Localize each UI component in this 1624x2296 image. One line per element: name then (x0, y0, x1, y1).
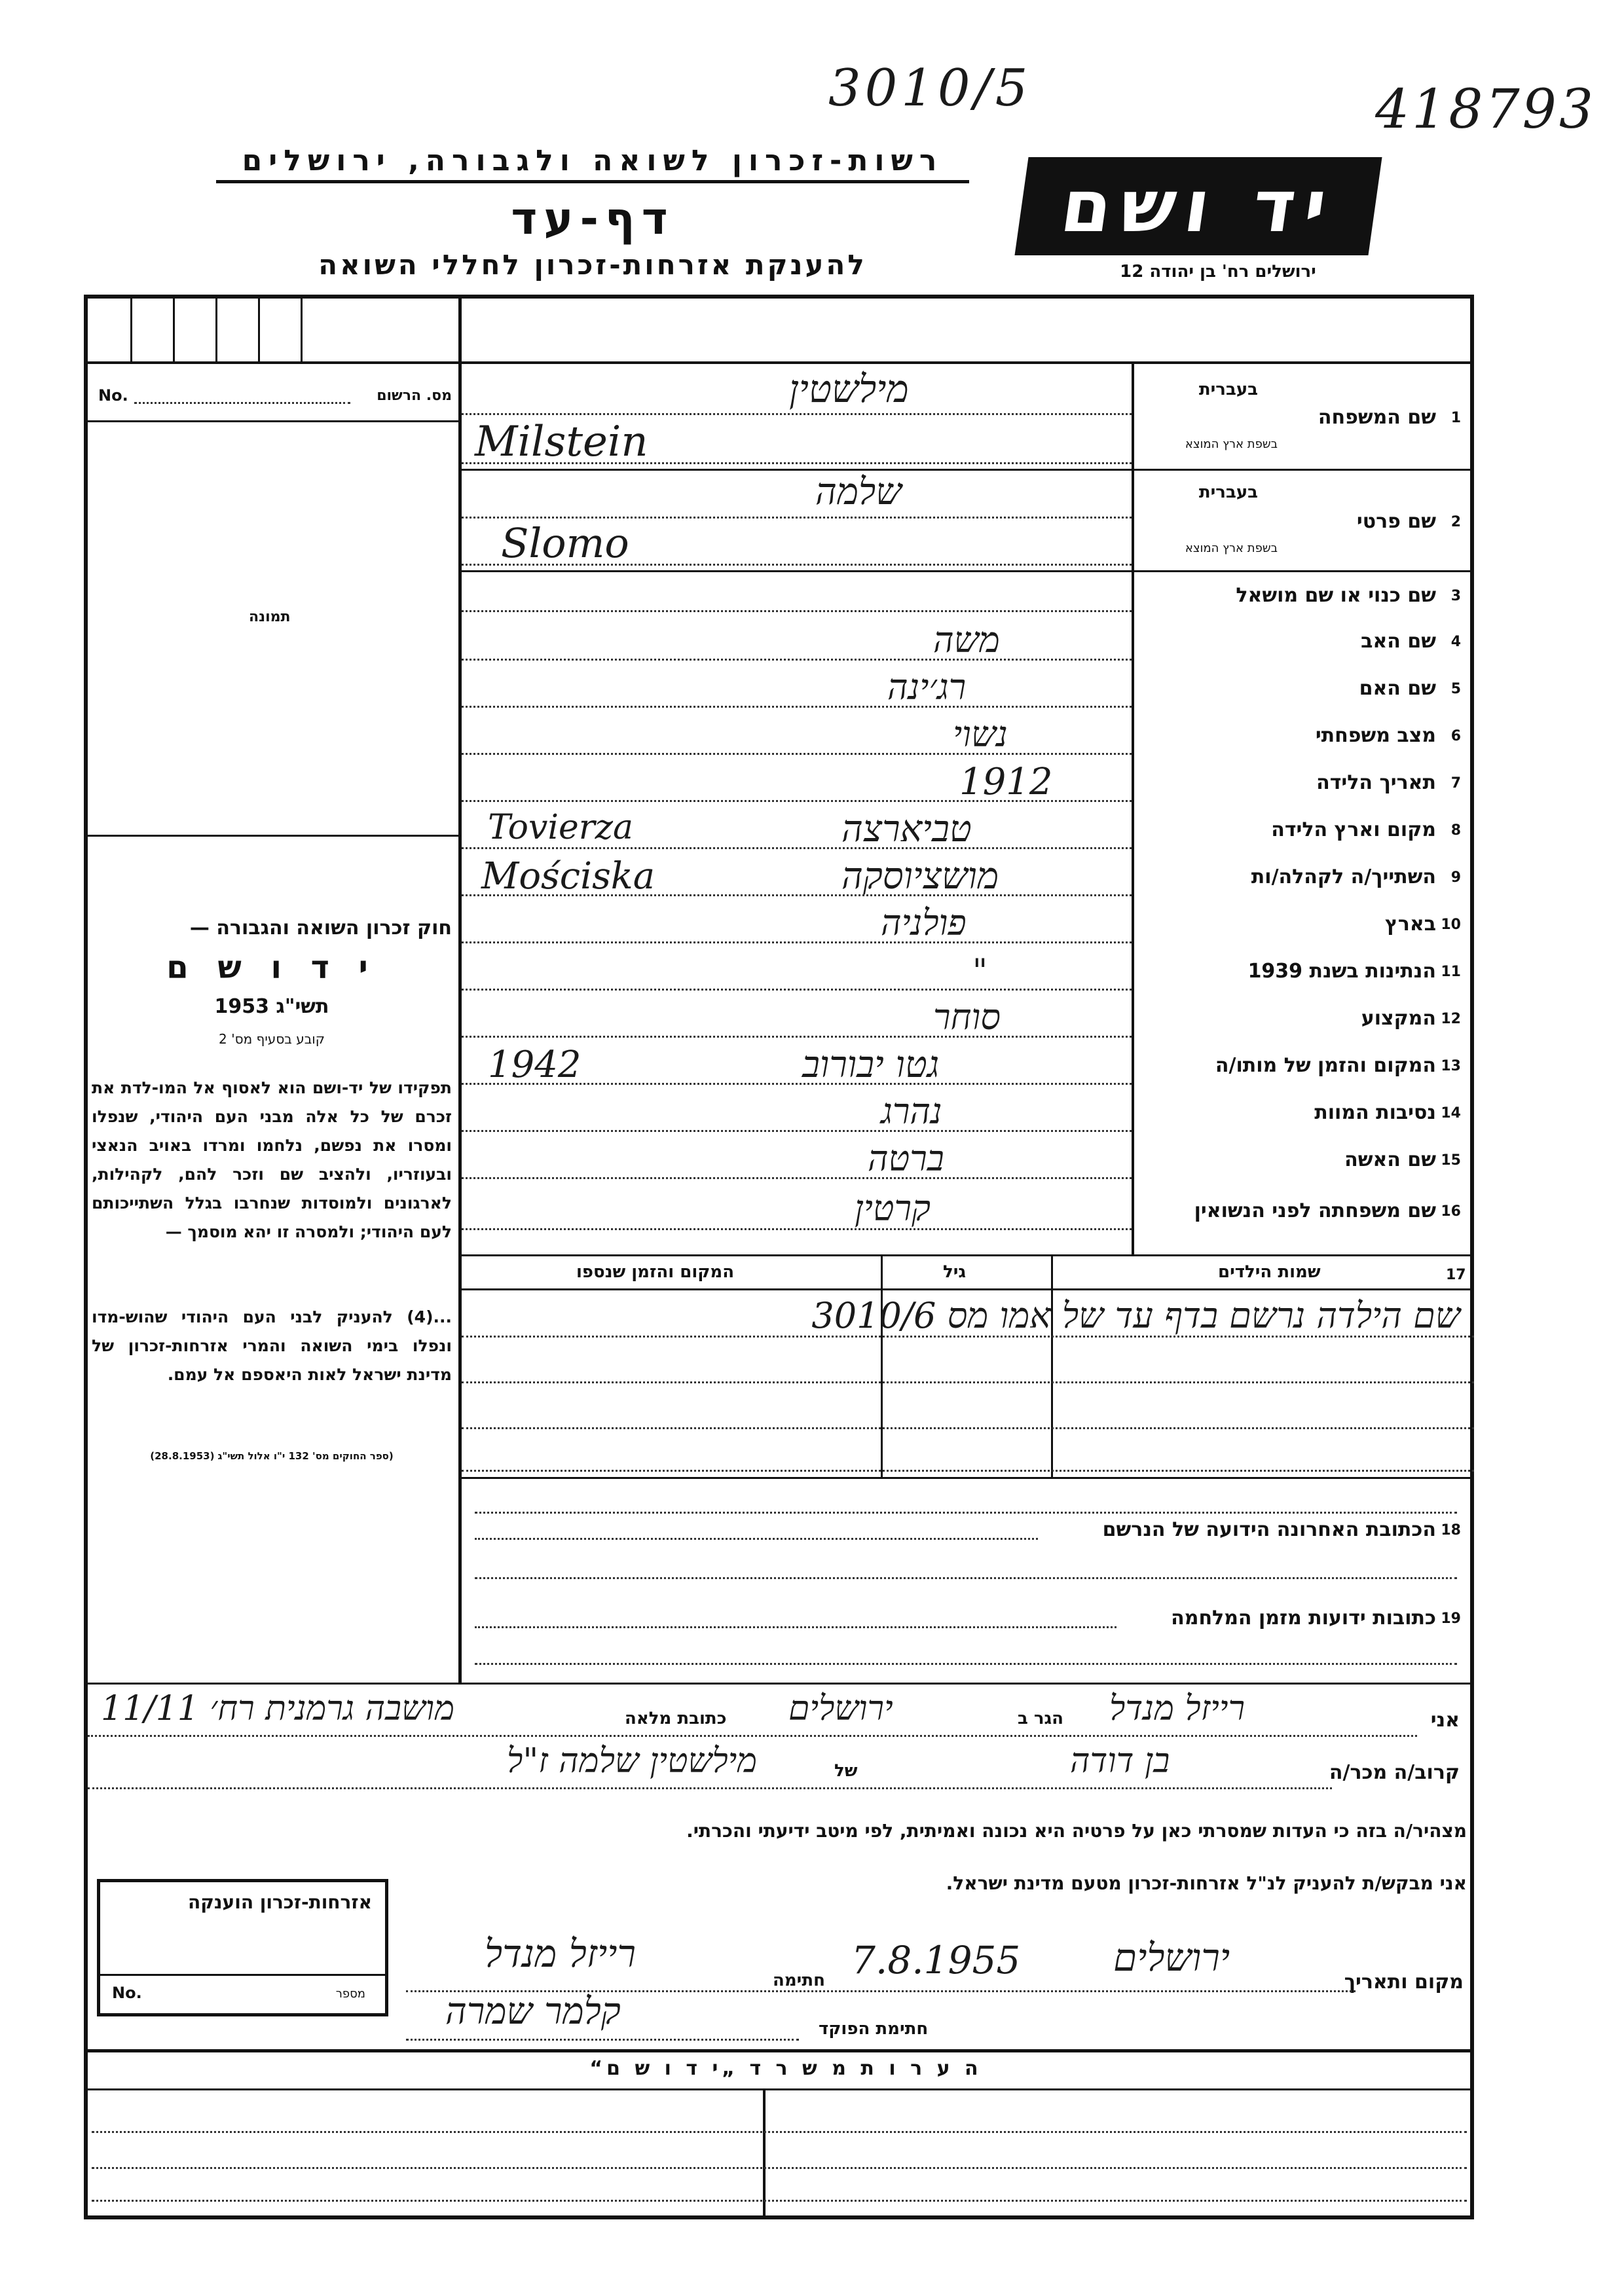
father-name: משה (933, 619, 1000, 661)
full-address-value: מושבה גרמנית רח׳ 11/11 (101, 1689, 455, 1728)
death-year: 1942 (488, 1044, 581, 1086)
field-number-1: 1 (1450, 410, 1461, 426)
sub-origin-1: בשפת ארץ המוצא (1185, 437, 1278, 451)
field-number-11: 11 (1441, 964, 1461, 980)
label-death-place: המקום והזמן של מותו/ה (1215, 1054, 1436, 1077)
law-title: חוק זכרון השואה והגבורה — (189, 917, 452, 939)
label-birthplace: מקום וארץ הלידה (1271, 818, 1436, 841)
wife-maiden-name: קרטין (855, 1188, 931, 1229)
field-row-12 (462, 996, 1474, 1044)
signature-label: חתימה (773, 1971, 825, 1990)
registry-boxes (88, 299, 458, 361)
field-row-9 (462, 855, 1474, 902)
label-birthdate: תאריך הלידה (1316, 771, 1436, 794)
firstname-hebrew: שלמה (815, 471, 902, 513)
citizenship-title: אזרחות-זכרון הוענקה (188, 1891, 372, 1913)
notes-title: ה ע ר ו ת מ ש ר ד „י ד ו ש ם“ (589, 2057, 982, 2080)
profession-value: סוחר (933, 996, 1001, 1038)
field-row-14 (462, 1091, 1474, 1138)
label-wartime-addresses: כתובות ידועות מזמן המלחמה (1171, 1607, 1436, 1630)
law-clause: ...(4) להעניק לבני העם היהודי שהוש-מדו ונפלו בימי השואה והמרי אזרחות-זכרון של מדינת ישראל לאות היאספם אל עמם. (92, 1307, 452, 1384)
field-row-10 (462, 902, 1474, 949)
of-value: מילשטין שלמה ז"ל (507, 1741, 758, 1781)
field-row-1 (462, 364, 1474, 469)
archive-file-ref: 3010/5 (828, 59, 1032, 118)
field-row-16 (462, 1185, 1474, 1254)
sub-hebrew-2: בעברית (1198, 483, 1258, 502)
citizenship-number-label: מספר (335, 1987, 365, 2001)
children-entry: שם הילדה נרשם בדף עד של אמו מס 3010/6 (811, 1295, 1460, 1336)
declarant-name: רייזל מנדל (1109, 1689, 1246, 1728)
death-place: גטו יבורוב (802, 1044, 940, 1086)
surname-latin: Milstein (475, 418, 648, 466)
of-label: של (834, 1761, 858, 1781)
field-number-4: 4 (1450, 634, 1461, 650)
firstname-latin: Slomo (501, 519, 629, 567)
citizenship-box (97, 1879, 388, 2016)
field-number-14: 14 (1441, 1105, 1461, 1121)
label-nickname: שם כנוי או שם מושאל (1236, 584, 1436, 607)
place-value: ירושלים (1113, 1935, 1230, 1980)
law-body: תפקידו של יד-ושם הוא לאסוף אל המו-לדת את זכרם של כל אלה מבני העם היהודי, שנפלו ומסרו את נפשם, נלחמו ומרדו באויב הנאצי ובעוזריו, ולהציב שם וזכר להם, לקהילות, לארגונים ולמוסדות שנחרבו בגלל השתייכותם לעם היהודי; ולמסרה זו יהא מוסמך — (92, 1078, 452, 1241)
field-number-7: 7 (1450, 775, 1461, 792)
field-number-10: 10 (1441, 917, 1461, 933)
field-row-2 (462, 471, 1474, 570)
children-col-age: גיל (943, 1262, 967, 1282)
registration-number-row (98, 386, 452, 412)
field-number-13: 13 (1441, 1058, 1461, 1074)
i-label: אני (1430, 1709, 1460, 1732)
form-subtitle: להענקת אזרחות-זכרון לחללי השואה (318, 249, 867, 281)
field-number-19: 19 (1441, 1611, 1461, 1627)
community-latin: Mościska (481, 855, 655, 898)
law-name: י ד ו ש ם (166, 949, 377, 986)
relation-value: בן דודה (1070, 1741, 1170, 1781)
wife-name: ברטה (868, 1138, 944, 1179)
field-number-15: 15 (1441, 1152, 1461, 1169)
official-signature-line (406, 1990, 995, 2043)
label-marital: מצב משפחתי (1315, 724, 1436, 747)
death-circumstances: נהרג (881, 1091, 942, 1132)
authority-name: רשות-זכרון לשואה ולגבורה, ירושלים (216, 144, 969, 183)
field-number-2: 2 (1450, 514, 1461, 530)
yad-vashem-logo: יד ושם (1014, 157, 1382, 255)
declaration-line-1 (88, 1689, 1463, 1741)
surname-hebrew: מילשטין (789, 367, 909, 411)
field-row-4 (462, 619, 1474, 666)
label-death-circumstances: נסיבות המוות (1314, 1101, 1436, 1124)
birth-date: 1912 (959, 761, 1053, 803)
field-number-8: 8 (1450, 822, 1461, 839)
law-reference: (ספר החוקים מס' 132 י"ו אלול תשי"ג (28.8.1953) (150, 1450, 394, 1462)
label-community: השתייך/ה לקהלה/ות (1251, 866, 1436, 888)
field-number-12: 12 (1441, 1011, 1461, 1027)
form-title: דף-עד (511, 193, 674, 245)
logo-address: ירושלים רח' בן יהודה 12 (1120, 262, 1316, 282)
field-number-9: 9 (1450, 869, 1461, 886)
label-nationality: הנתינות בשנת 1939 (1247, 960, 1436, 983)
relative-label: קרוב/ה מכר/ה (1329, 1761, 1460, 1784)
official-signature-label: חתימת הפוקד (819, 2019, 929, 2039)
field-row-3 (462, 572, 1474, 619)
field-number-5: 5 (1450, 681, 1461, 697)
birthplace-latin: Tovierza (488, 808, 633, 847)
label-father: שם האב (1361, 630, 1436, 653)
field-row-13 (462, 1044, 1474, 1091)
reg-no-label: מס. הרשום (377, 388, 452, 404)
declaration-request: אני מבקש/ת להעניק לנ"ל אזרחות-זכרון מטעם מדינת ישראל. (946, 1872, 1467, 1894)
field-row-11 (462, 949, 1474, 996)
field-row-19 (462, 1591, 1474, 1683)
birthplace-hebrew: טביארצה (841, 808, 972, 850)
community-hebrew: מושציוסקה (841, 855, 999, 898)
citizenship-no: No. (112, 1984, 142, 2002)
children-col-names: שמות הילדים (1218, 1262, 1321, 1282)
declaration-statement: מצהיר/ה בזה כי העדות שמסרתי כאן על פרטיה היא נכונה ואמיתית, לפי מיטב ידיעתי והכרתי. (686, 1820, 1467, 1842)
label-last-address: הכתובת האחרונה הידועה של הנרשם (1102, 1518, 1436, 1541)
label-firstname: שם פרטי (1356, 510, 1436, 533)
place-date-label: מקום ותאריך (1344, 1971, 1464, 1994)
marital-status: נשוי (953, 714, 1008, 755)
field-number-3: 3 (1450, 588, 1461, 604)
label-maiden-name: שם משפחתה לפני הנשואין (1194, 1199, 1436, 1222)
label-mother: שם האם (1359, 677, 1436, 700)
field-row-6 (462, 714, 1474, 761)
label-wife: שם האשה (1344, 1148, 1436, 1171)
sub-origin-2: בשפת ארץ המוצא (1185, 541, 1278, 555)
law-section: קובע בסעיף מס' 2 (219, 1031, 325, 1047)
law-year: תשי"ג 1953 (214, 995, 329, 1018)
field-row-18 (462, 1479, 1474, 1590)
resides-label: הגר ב (1018, 1709, 1064, 1728)
field-number-6: 6 (1450, 728, 1461, 744)
official-signature-value: קלמר שמרה (445, 1990, 621, 2033)
nationality-value: " (972, 952, 987, 990)
field-number-18: 18 (1441, 1522, 1461, 1539)
label-country: בארץ (1384, 913, 1436, 936)
full-address-label: כתובת מלאה (625, 1709, 727, 1728)
label-profession: המקצוע (1361, 1007, 1436, 1030)
reg-no-prefix: No. (98, 386, 128, 405)
country-value: פולניה (881, 902, 967, 943)
label-surname: שם המשפחה (1318, 406, 1436, 429)
field-number-17: 17 (1446, 1267, 1466, 1283)
field-number-16: 16 (1441, 1203, 1461, 1220)
sub-hebrew-1: בעברית (1198, 380, 1258, 399)
mother-name: רג׳ינה (887, 666, 967, 708)
children-col-place: המקום והזמן שנספו (576, 1262, 735, 1282)
field-row-8 (462, 808, 1474, 855)
photo-label: תמונה (249, 609, 291, 625)
archive-item-number: 418793 (1375, 79, 1596, 141)
signature-line (406, 1925, 1467, 1997)
field-row-15 (462, 1138, 1474, 1185)
field-row-7 (462, 761, 1474, 808)
date-value: 7.8.1955 (851, 1938, 1021, 1982)
signature-value: רייזל מנדל (485, 1931, 636, 1976)
declaration-line-2 (88, 1741, 1463, 1794)
resides-value: ירושלים (788, 1689, 893, 1728)
field-row-5 (462, 666, 1474, 714)
